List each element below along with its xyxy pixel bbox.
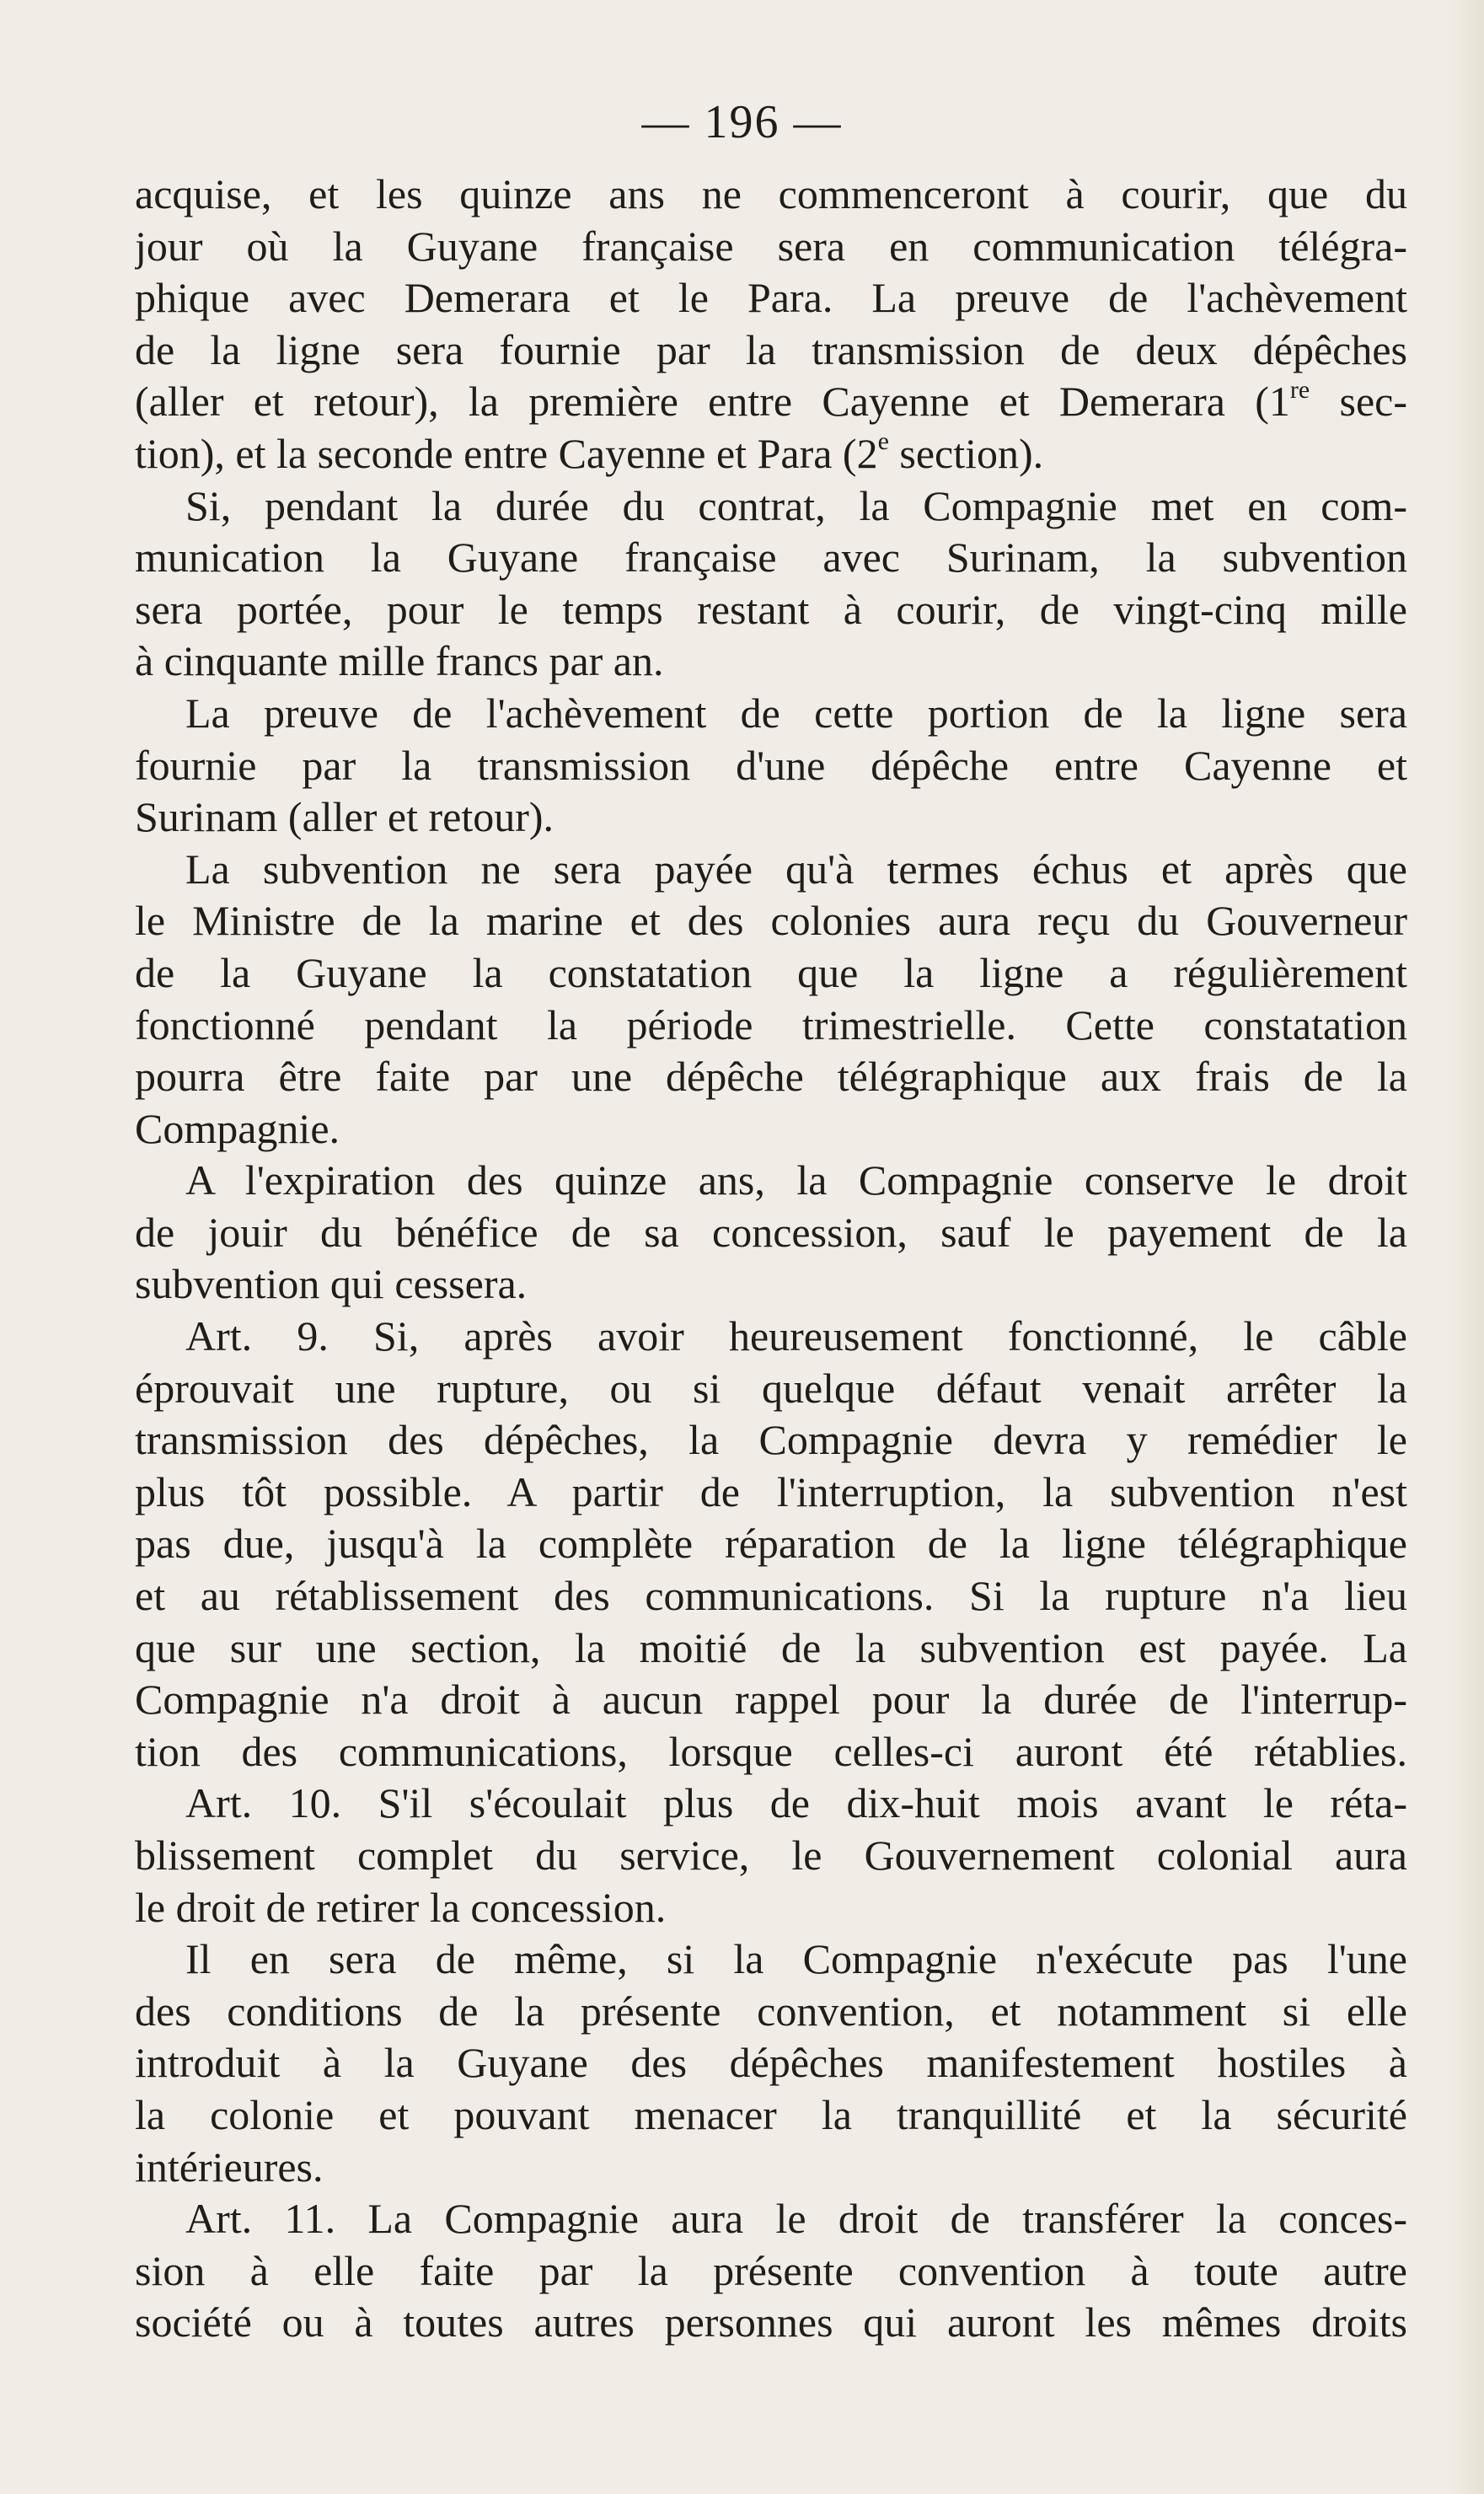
text-line xyxy=(135,169,1407,221)
text-line xyxy=(135,584,1407,636)
text-line-main: sion à elle faite par la présente convention à toute autre xyxy=(135,2246,1407,2294)
text-line xyxy=(135,221,1407,273)
text-line-main: (aller et retour), la première entre Cayenne et Demerara (1 xyxy=(135,378,1290,426)
text-line-main: Surinam (aller et retour). xyxy=(135,793,554,841)
text-line xyxy=(135,740,1407,792)
text-line-main: intérieures. xyxy=(135,2143,324,2191)
text-line-main: phique avec Demerara et le Para. La preuve de l'achèvement xyxy=(135,274,1407,322)
text-line xyxy=(135,1986,1407,2038)
text-line-main: société ou à toutes autres personnes qui auront les mêmes droits xyxy=(135,2298,1407,2347)
text-line xyxy=(135,1051,1407,1103)
text-line-main: A l'expiration des quinze ans, la Compagnie conserve le droit xyxy=(185,1156,1407,1204)
superscript: e xyxy=(877,427,889,456)
text-line xyxy=(135,1414,1407,1467)
text-line-main: le droit de retirer la concession. xyxy=(135,1883,667,1931)
text-line-tail: sec- xyxy=(1310,378,1407,426)
text-line-main: fournie par la transmission d'une dépêche entre Cayenne et xyxy=(135,741,1407,789)
text-line-main: Si, pendant la durée du contrat, la Compagnie met en com- xyxy=(185,481,1407,529)
text-line-main: introduit à la Guyane des dépêches manifestement hostiles à xyxy=(135,2039,1407,2087)
text-line xyxy=(135,1000,1407,1052)
text-line xyxy=(135,1207,1407,1259)
text-line xyxy=(135,1258,1407,1311)
body-text xyxy=(135,169,1407,2349)
text-line-main: La subvention ne sera payée qu'à termes échus et après que xyxy=(185,845,1407,893)
text-line-tail: section). xyxy=(888,429,1044,477)
text-line-main: transmission des dépêches, la Compagnie devra y remédier le xyxy=(135,1416,1407,1464)
text-line-main: subvention qui cessera. xyxy=(135,1260,528,1308)
text-line xyxy=(135,791,1407,844)
text-line xyxy=(135,1311,1407,1363)
text-line-main: de la Guyane la constatation que la ligne a régulièrement xyxy=(135,948,1407,996)
text-line-main: des conditions de la présente convention, et notamment si elle xyxy=(135,1987,1407,2035)
text-line xyxy=(135,1103,1407,1156)
text-line xyxy=(135,532,1407,584)
text-line xyxy=(135,1882,1407,1934)
text-line xyxy=(135,636,1407,688)
text-line xyxy=(135,895,1407,947)
text-line xyxy=(135,480,1407,533)
text-line xyxy=(135,2037,1407,2089)
text-line xyxy=(135,1570,1407,1622)
text-line xyxy=(135,1518,1407,1570)
text-line xyxy=(135,2089,1407,2142)
text-line xyxy=(135,2193,1407,2245)
text-line xyxy=(135,688,1407,740)
text-line-main: Compagnie n'a droit à aucun rappel pour la durée de l'interrup- xyxy=(135,1676,1407,1724)
text-line xyxy=(135,428,1407,480)
text-line-main: acquise, et les quinze ans ne commenceront à courir, que du xyxy=(135,170,1407,217)
text-line xyxy=(135,1363,1407,1415)
text-line xyxy=(135,947,1407,1000)
text-line-main: sera portée, pour le temps restant à courir, de vingt-cinq mille xyxy=(135,585,1407,633)
text-line-main: blissement complet du service, le Gouvernement colonial aura xyxy=(135,1832,1407,1879)
text-line-main: pourra être faite par une dépêche télégraphique aux frais de la xyxy=(135,1053,1407,1101)
text-line xyxy=(135,1778,1407,1830)
text-line-main: La preuve de l'achèvement de cette portion de la ligne sera xyxy=(185,689,1407,737)
text-line-main: la colonie et pouvant menacer la tranquillité et la sécurité xyxy=(135,2090,1407,2138)
text-line xyxy=(135,1622,1407,1675)
text-line-main: et au rétablissement des communications. Si la rupture n'a lieu xyxy=(135,1572,1407,1620)
text-line-main: Il en sera de même, si la Compagnie n'exécute pas l'une xyxy=(185,1935,1407,1983)
text-line xyxy=(135,1934,1407,1986)
text-line xyxy=(135,1830,1407,1882)
text-line-main: Art. 9. Si, après avoir heureusement fonctionné, le câble xyxy=(185,1312,1407,1360)
text-line-main: à cinquante mille francs par an. xyxy=(135,637,664,685)
text-line xyxy=(135,1467,1407,1519)
text-line xyxy=(135,1674,1407,1726)
text-line-main: Art. 11. La Compagnie aura le droit de transférer la conces- xyxy=(185,2195,1407,2243)
text-line-main: pas due, jusqu'à la complète réparation de la ligne télégraphique xyxy=(135,1520,1407,1568)
text-line xyxy=(135,376,1407,428)
text-line xyxy=(135,2297,1407,2349)
text-line xyxy=(135,2245,1407,2298)
text-line-main: que sur une section, la moitié de la subvention est payée. La xyxy=(135,1623,1407,1671)
text-line-main: tion des communications, lorsque celles-ci auront été rétablies. xyxy=(135,1727,1407,1775)
text-line xyxy=(135,324,1407,377)
page-number: — 196 — xyxy=(641,96,843,148)
text-line-main: plus tôt possible. A partir de l'interruption, la subvention n'est xyxy=(135,1467,1407,1515)
text-line-main: Art. 10. S'il s'écoulait plus de dix-huit mois avant le réta- xyxy=(185,1779,1407,1827)
text-line-main: de la ligne sera fournie par la transmission de deux dépêches xyxy=(135,325,1407,373)
text-line-main: Compagnie. xyxy=(135,1104,340,1152)
text-line-main: de jouir du bénéfice de sa concession, sauf le payement de la xyxy=(135,1208,1407,1256)
superscript: re xyxy=(1289,376,1310,404)
text-line-main: éprouvait une rupture, ou si quelque défaut venait arrêter la xyxy=(135,1364,1407,1412)
text-line-main: munication la Guyane française avec Surinam, la subvention xyxy=(135,534,1407,582)
text-line xyxy=(135,2142,1407,2194)
text-line-main: le Ministre de la marine et des colonies aura reçu du Gouverneur xyxy=(135,897,1407,945)
page-edge-shadow xyxy=(1449,0,1484,2494)
text-line-main: fonctionné pendant la période trimestrielle. Cette constatation xyxy=(135,1000,1407,1049)
text-line xyxy=(135,1155,1407,1207)
text-line xyxy=(135,844,1407,896)
text-line xyxy=(135,272,1407,324)
text-line-main: jour où la Guyane française sera en communication télégra- xyxy=(135,222,1407,270)
text-line-main: tion), et la seconde entre Cayenne et Para (2 xyxy=(135,429,878,477)
text-line xyxy=(135,1726,1407,1778)
